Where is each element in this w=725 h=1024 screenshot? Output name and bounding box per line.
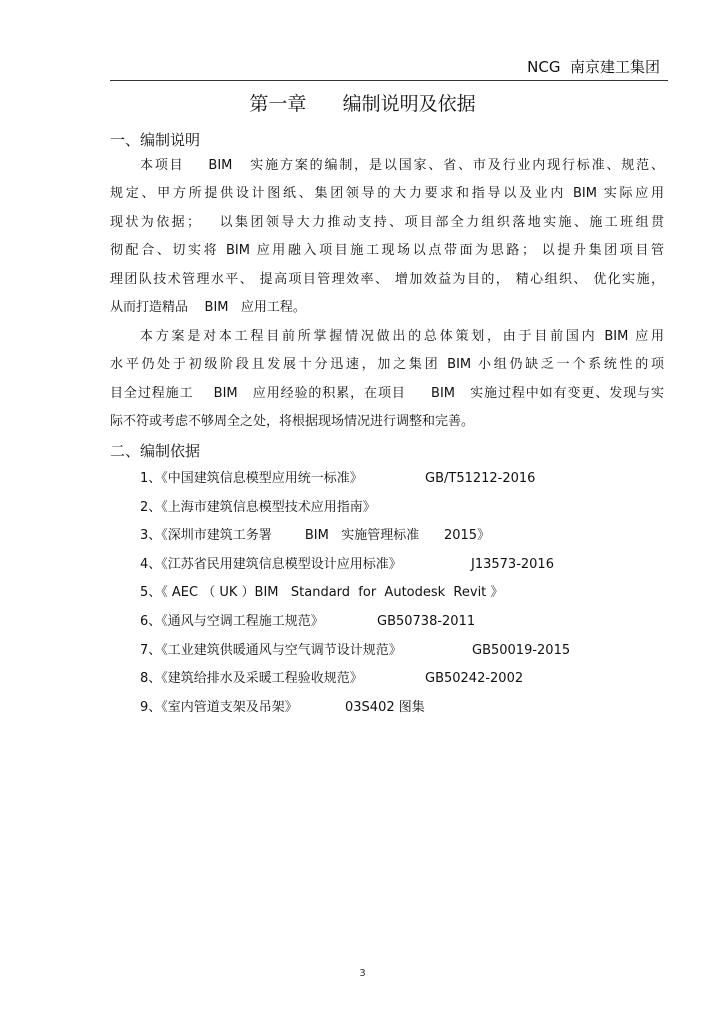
header-text: NCG 南京建工集团: [527, 58, 660, 76]
chapter-title: 第一章 编制说明及依据: [249, 93, 476, 115]
paragraph-line: 本项目 BIM 实施方案的编制，是以国家、省、市及行业内现行标准、规范、: [140, 158, 664, 173]
reference-code: GB50738-2011: [377, 614, 476, 629]
paragraph-line: 本方案是对本工程目前所掌握情况做出的总体策划，由于目前国内 BIM 应用: [140, 329, 664, 344]
paragraph-line: 彻配合、切实将 BIM 应用融入项目施工现场以点带面为思路； 以提升集团项目管: [110, 243, 664, 258]
page-header: [110, 58, 668, 81]
reference-code: 03S402 图集: [345, 700, 425, 715]
reference-code: GB50242-2002: [425, 671, 524, 686]
reference-title: 8、《建筑给排水及采暖工程验收规范》: [140, 671, 363, 686]
paragraph-line: 从而打造精品 BIM 应用工程。: [110, 300, 306, 315]
reference-title: 3、《深圳市建筑工务署 BIM 实施管理标准 2015》: [140, 528, 491, 543]
reference-code: GB50019-2015: [472, 643, 571, 658]
reference-title: 2、《上海市建筑信息模型技术应用指南》: [140, 500, 376, 515]
reference-title: 4、《江苏省民用建筑信息模型设计应用标准》: [140, 557, 402, 572]
paragraph-line: 理团队技术管理水平、 提高项目管理效率、 增加效益为目的， 精心组织、 优化实施，: [110, 272, 664, 287]
paragraph-line: 水平仍处于初级阶段且发展十分迅速，加之集团 BIM 小组仍缺乏一个系统性的项: [110, 357, 664, 372]
reference-title: 5、《 AEC （ UK ）BIM Standard for Autodesk Revit 》: [140, 585, 504, 600]
section-heading-1: 一、编制说明: [110, 131, 201, 149]
paragraph-line: 目全过程施工 BIM 应用经验的积累，在项目 BIM 实施过程中如有变更、发现与实: [110, 386, 664, 401]
paragraph-line: 际不符或考虑不够周全之处，将根据现场情况进行调整和完善。: [110, 414, 475, 429]
page-number: 3: [359, 968, 366, 979]
reference-title: 9、《室内管道支架及吊架》: [140, 700, 298, 715]
paragraph-line: 规定、甲方所提供设计图纸、集团领导的大力要求和指导以及业内 BIM 实际应用: [110, 186, 664, 201]
section-heading-2: 二、编制依据: [110, 442, 201, 460]
reference-code: J13573-2016: [471, 557, 554, 572]
reference-title: 6、《通风与空调工程施工规范》: [140, 614, 324, 629]
reference-code: GB/T51212-2016: [425, 471, 536, 486]
paragraph-line: 现状为依据； 以集团领导大力推动支持、项目部全力组织落地实施、施工班组贯: [110, 215, 664, 230]
reference-title: 1、《中国建筑信息模型应用统一标准》: [140, 471, 363, 486]
reference-title: 7、《工业建筑供暖通风与空气调节设计规范》: [140, 643, 402, 658]
